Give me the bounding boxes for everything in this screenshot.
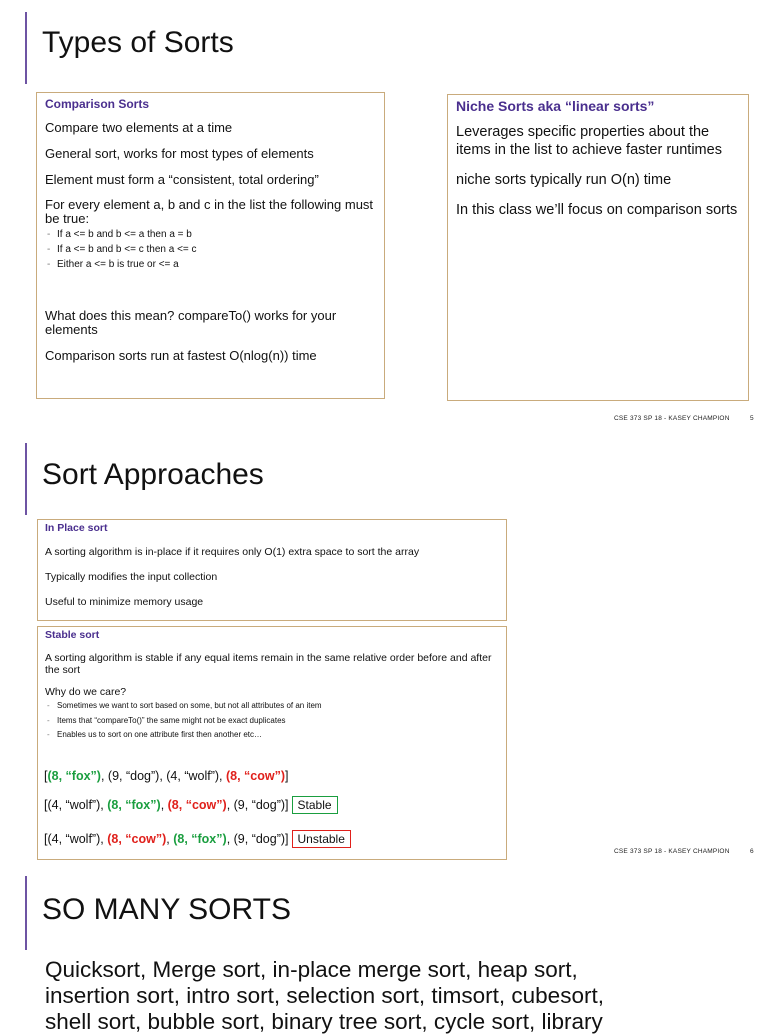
slide-title: Sort Approaches [42, 458, 264, 491]
unstable-tag: Unstable [292, 830, 351, 848]
text-line: A sorting algorithm is stable if any equal items remain in the same relative order before and after the sort [45, 652, 492, 676]
stable-result-example: [(4, “wolf”), (8, “fox”), (8, “cow”), (9, “dog”)] Stable [44, 796, 338, 814]
in-place-sort-heading: In Place sort [45, 522, 108, 534]
cow-tuple: (8, “cow”) [107, 832, 167, 846]
slide-number: 6 [750, 848, 754, 855]
text-line: For every element a, b and c in the list the following must be true: [45, 197, 374, 226]
original-list-example: [(8, “fox”), (9, “dog”), (4, “wolf”), (8, “cow”)] [44, 769, 289, 783]
text-line: Leverages specific properties about the items in the list to achieve faster runtimes [456, 124, 722, 158]
fox-tuple: (8, “fox”) [107, 798, 161, 812]
slide-footer: CSE 373 SP 18 - KASEY CHAMPION [614, 848, 730, 855]
niche-sorts-heading: Niche Sorts aka “linear sorts” [456, 98, 655, 114]
fox-tuple: (8, “fox”) [173, 832, 227, 846]
text-line: insertion sort, intro sort, selection sort, timsort, cubesort, [45, 983, 604, 1008]
text-line: A sorting algorithm is in-place if it requires only O(1) extra space to sort the array [45, 546, 420, 558]
text-line: Quicksort, Merge sort, in-place merge sort, heap sort, [45, 957, 578, 982]
slide-number: 5 [750, 415, 754, 422]
list-item: - Either a <= b is true or <= a [45, 257, 376, 272]
list-item: - Items that “compareTo()” the same might not be exact duplicates [45, 714, 499, 729]
text-line: Comparison sorts run at fastest O(nlog(n)) time [45, 348, 317, 363]
text-line: General sort, works for most types of elements [45, 146, 314, 161]
cow-tuple: (8, “cow”) [167, 798, 227, 812]
text-line: Compare two elements at a time [45, 120, 233, 135]
slide-footer: CSE 373 SP 18 - KASEY CHAMPION [614, 415, 730, 422]
text-line: shell sort, bubble sort, binary tree sort, cycle sort, library [45, 1009, 603, 1034]
list-item: - If a <= b and b <= c then a <= c [45, 242, 376, 257]
text-line: In this class we’ll focus on comparison sorts [456, 202, 738, 218]
list-item: - Sometimes we want to sort based on some, but not all attributes of an item [45, 699, 499, 714]
text-line: Typically modifies the input collection [45, 571, 218, 583]
list-item: - If a <= b and b <= a then a = b [45, 227, 376, 242]
text-line: Useful to minimize memory usage [45, 596, 204, 608]
text-line: Element must form a “consistent, total ordering” [45, 172, 319, 187]
stable-sort-heading: Stable sort [45, 629, 100, 641]
title-accent-bar [25, 876, 27, 950]
stable-tag: Stable [292, 796, 338, 814]
comparison-sorts-heading: Comparison Sorts [45, 97, 150, 111]
list-item: - Enables us to sort on one attribute first then another etc… [45, 728, 499, 743]
text-line: Why do we care? [45, 686, 127, 698]
text-line: What does this mean? compareTo() works for your elements [45, 308, 337, 337]
unstable-result-example: [(4, “wolf”), (8, “cow”), (8, “fox”), (9, “dog”)] Unstable [44, 830, 351, 848]
slide-title: SO MANY SORTS [42, 893, 291, 926]
text-line: niche sorts typically run O(n) time [456, 172, 672, 188]
cow-tuple: (8, “cow”) [226, 769, 286, 783]
sort-names-list [45, 957, 604, 1035]
fox-tuple: (8, “fox”) [47, 769, 101, 783]
slide-title: Types of Sorts [42, 26, 234, 59]
